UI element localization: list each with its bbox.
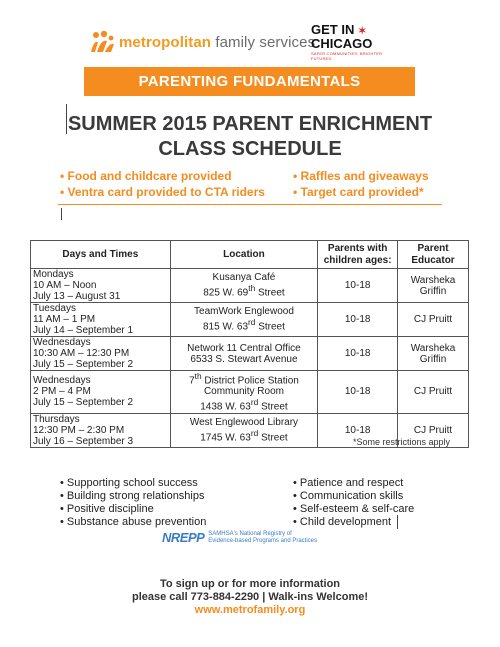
ages-cell: 10-18 bbox=[318, 413, 398, 447]
nrepp-mark: NREPP bbox=[162, 530, 205, 545]
header-educator-line-2: Educator bbox=[411, 254, 455, 266]
location-name: TeamWork Englewood bbox=[194, 306, 294, 318]
header-ages bbox=[318, 241, 398, 269]
divider bbox=[58, 204, 442, 205]
get-in-chicago-logo bbox=[311, 24, 401, 61]
ages-cell: 10-18 bbox=[318, 371, 398, 414]
perk-item: • Raffles and giveaways bbox=[293, 169, 429, 183]
location-address bbox=[171, 283, 318, 298]
location-name: West Englewood Library bbox=[189, 416, 299, 428]
topic-item: • Self-esteem & self-care bbox=[293, 503, 415, 515]
topic-item: • Supporting school success bbox=[60, 477, 198, 489]
address-part: Street bbox=[255, 321, 285, 333]
address-part: 1745 W. 63 bbox=[200, 432, 251, 444]
educator-cell: CJ Pruitt bbox=[398, 303, 469, 337]
nrepp-logo bbox=[162, 530, 317, 545]
address-part: Street bbox=[258, 432, 288, 444]
metropolitan-family-services-logo bbox=[90, 30, 315, 54]
contact-info bbox=[60, 578, 440, 617]
location-address bbox=[171, 317, 318, 332]
educator-first: Warsheka bbox=[410, 274, 456, 286]
star-icon: ✶ bbox=[357, 26, 367, 37]
dates: July 14 – September 1 bbox=[33, 325, 134, 336]
dates: July 13 – August 31 bbox=[33, 291, 121, 302]
program-banner bbox=[84, 67, 415, 96]
gic-in: IN bbox=[341, 22, 355, 37]
location-name: Network 11 Central Office bbox=[187, 342, 301, 354]
educator-cell bbox=[398, 337, 469, 371]
table-header-row bbox=[31, 241, 469, 269]
location-name: Kusanya Café bbox=[212, 272, 276, 284]
educator-last: Griffin bbox=[419, 285, 447, 297]
location-cell bbox=[170, 303, 318, 337]
dates: July 15 – September 2 bbox=[33, 359, 134, 370]
topic-item: • Positive discipline bbox=[60, 503, 154, 515]
header-ages-line-1: Parents with bbox=[327, 242, 388, 254]
logo-metropolitan: metropolitan bbox=[119, 33, 212, 51]
day-cell bbox=[31, 413, 171, 447]
day-cell bbox=[31, 337, 171, 371]
header bbox=[0, 14, 500, 70]
educator-cell bbox=[398, 269, 469, 303]
day: Thursdays bbox=[33, 413, 80, 425]
perks-left bbox=[60, 168, 265, 200]
time: 11 AM – 1 PM bbox=[33, 314, 96, 325]
topic-item: • Substance abuse prevention bbox=[60, 516, 207, 528]
contact-line-1: To sign up or for more information bbox=[159, 578, 341, 590]
educator-cell: CJ Pruitt bbox=[398, 413, 469, 447]
nrepp-line-1: SAMHSA's National Registry of bbox=[208, 530, 292, 537]
day: Tuesdays bbox=[33, 303, 76, 314]
location-cell bbox=[170, 337, 318, 371]
ordinal-suffix: rd bbox=[248, 317, 256, 328]
title-line-1: SUMMER 2015 PARENT ENRICHMENT bbox=[67, 113, 433, 135]
time: 10 AM – Noon bbox=[33, 280, 97, 291]
header-educator bbox=[398, 241, 469, 269]
location-room: Community Room bbox=[203, 386, 284, 398]
family-figures-icon bbox=[90, 30, 116, 54]
dates: July 15 – September 2 bbox=[33, 397, 134, 409]
day: Wednesdays bbox=[33, 375, 91, 387]
day-cell bbox=[31, 371, 171, 414]
table-row bbox=[31, 371, 469, 414]
dates: July 16 – September 3 bbox=[33, 435, 134, 447]
ages-cell: 10-18 bbox=[318, 303, 398, 337]
perk-item: • Food and childcare provided bbox=[60, 169, 232, 183]
time: 12:30 PM – 2:30 PM bbox=[33, 424, 125, 436]
address-part: 1438 W. 63 bbox=[200, 401, 251, 413]
gic-chicago: CHICAGO bbox=[311, 36, 373, 51]
ordinal-suffix: th bbox=[248, 283, 256, 294]
class-schedule-table bbox=[30, 240, 469, 448]
perk-item: • Target card provided* bbox=[293, 185, 424, 199]
table-row bbox=[31, 269, 469, 303]
topic-item: • Child development bbox=[293, 516, 392, 528]
header-educator-line-1: Parent bbox=[417, 242, 449, 254]
text-cursor-mark bbox=[61, 208, 62, 220]
header-location: Location bbox=[170, 241, 318, 269]
address-part: Street bbox=[255, 287, 285, 299]
logo-family-services: family services bbox=[211, 33, 316, 51]
contact-line-2: please call 773-884-2290 | Walk-ins Welcome! bbox=[131, 591, 369, 603]
location-cell bbox=[170, 269, 318, 303]
ages-cell: 10-18 bbox=[318, 269, 398, 303]
gic-tagline: SAFER COMMUNITIES. BRIGHTER FUTURES. bbox=[311, 51, 383, 61]
address-part: District Police Station bbox=[201, 375, 299, 387]
topic-item: • Communication skills bbox=[293, 490, 404, 502]
nrepp-caption bbox=[208, 531, 317, 545]
location-address: 6533 S. Stewart Avenue bbox=[190, 353, 298, 365]
educator-last: Griffin bbox=[419, 353, 447, 365]
day-cell bbox=[31, 303, 171, 337]
location-name bbox=[171, 371, 318, 386]
address-part: Street bbox=[258, 401, 288, 413]
time: 2 PM – 4 PM bbox=[33, 386, 91, 398]
restrictions-note: *Some restrictions apply bbox=[353, 437, 451, 447]
address-part: 7 bbox=[189, 375, 195, 387]
educator-first: Warsheka bbox=[410, 342, 456, 354]
day: Wednesdays bbox=[33, 337, 91, 348]
educator-cell: CJ Pruitt bbox=[398, 371, 469, 414]
location-cell bbox=[170, 371, 318, 414]
location-address bbox=[171, 397, 318, 412]
time: 10:30 AM – 12:30 PM bbox=[33, 348, 130, 359]
title-line-2: CLASS SCHEDULE bbox=[158, 138, 342, 160]
header-days-and-times: Days and Times bbox=[31, 241, 171, 269]
location-address bbox=[171, 428, 318, 443]
ordinal-suffix: rd bbox=[250, 427, 259, 438]
gic-get: GET bbox=[311, 22, 338, 37]
location-cell bbox=[170, 413, 318, 447]
text-cursor-mark bbox=[397, 515, 398, 529]
perks-right bbox=[293, 168, 429, 200]
day: Mondays bbox=[33, 269, 74, 280]
topics-left bbox=[60, 477, 206, 529]
nrepp-line-2: Evidence-based Programs and Practices bbox=[208, 537, 318, 544]
header-ages-line-2: children ages: bbox=[323, 254, 392, 266]
address-part: 825 W. 69 bbox=[203, 287, 249, 299]
table-row bbox=[31, 337, 469, 371]
ages-cell: 10-18 bbox=[318, 337, 398, 371]
topic-item: • Building strong relationships bbox=[60, 490, 205, 502]
website-link[interactable]: www.metrofamily.org bbox=[194, 604, 306, 616]
perk-item: • Ventra card provided to CTA riders bbox=[60, 185, 265, 199]
day-cell bbox=[31, 269, 171, 303]
address-part: 815 W. 63 bbox=[203, 321, 249, 333]
page-title bbox=[60, 112, 440, 162]
banner-title: PARENTING FUNDAMENTALS bbox=[138, 73, 361, 90]
ordinal-suffix: rd bbox=[250, 397, 259, 408]
ordinal-suffix: th bbox=[194, 371, 202, 381]
topic-item: • Patience and respect bbox=[293, 477, 404, 489]
table-row bbox=[31, 303, 469, 337]
